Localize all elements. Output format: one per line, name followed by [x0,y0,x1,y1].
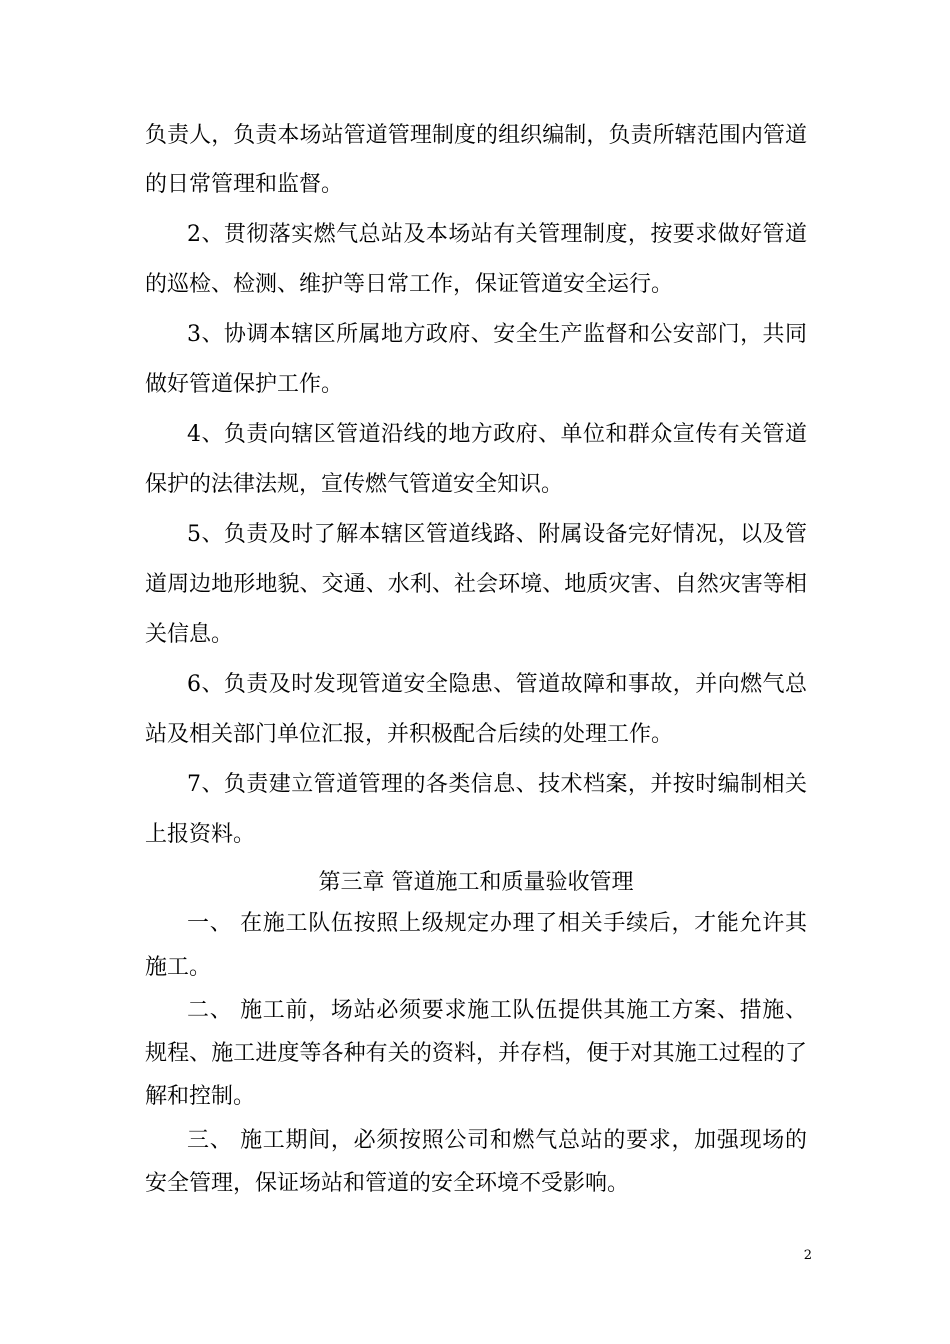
list-item-line: 5、负责及时了解本辖区管道线路、附属设备完好情况，以及管 [187,522,807,547]
body-text-line: 的日常管理和监督。 [145,172,344,197]
list-item-line: 2、贯彻落实燃气总站及本场站有关管理制度，按要求做好管道 [187,222,807,247]
section-item-line: 三、 施工期间，必须按照公司和燃气总站的要求，加强现场的 [187,1128,807,1153]
body-text-line: 负责人，负责本场站管道管理制度的组织编制，负责所辖范围内管道 [145,123,807,148]
list-item-line: 6、负责及时发现管道安全隐患、管道故障和事故，并向燃气总 [187,672,807,697]
list-item-line: 关信息。 [145,622,234,647]
section-item-line: 施工。 [145,955,212,980]
section-item-line: 安全管理，保证场站和管道的安全环境不受影响。 [145,1171,630,1196]
list-item-line: 的巡检、检测、维护等日常工作，保证管道安全运行。 [145,272,674,297]
page-number: 2 [803,1248,812,1263]
chapter-heading: 第三章 管道施工和质量验收管理 [318,870,634,895]
list-item-line: 站及相关部门单位汇报，并积极配合后续的处理工作。 [145,722,674,747]
section-item-line: 二、 施工前，场站必须要求施工队伍提供其施工方案、措施、 [187,998,807,1023]
list-item-line: 道周边地形地貌、交通、水利、社会环境、地质灾害、自然灾害等相 [145,572,807,597]
list-item-line: 4、负责向辖区管道沿线的地方政府、单位和群众宣传有关管道 [187,422,807,447]
section-item-line: 规程、施工进度等各种有关的资料，并存档，便于对其施工过程的了 [145,1041,807,1066]
list-item-line: 3、协调本辖区所属地方政府、安全生产监督和公安部门，共同 [187,322,807,347]
section-item-line: 一、 在施工队伍按照上级规定办理了相关手续后，才能允许其 [187,911,807,936]
section-item-line: 解和控制。 [145,1084,256,1109]
list-item-line: 做好管道保护工作。 [145,372,344,397]
list-item-line: 上报资料。 [145,822,256,847]
list-item-line: 保护的法律法规，宣传燃气管道安全知识。 [145,472,564,497]
list-item-line: 7、负责建立管道管理的各类信息、技术档案，并按时编制相关 [187,772,807,797]
